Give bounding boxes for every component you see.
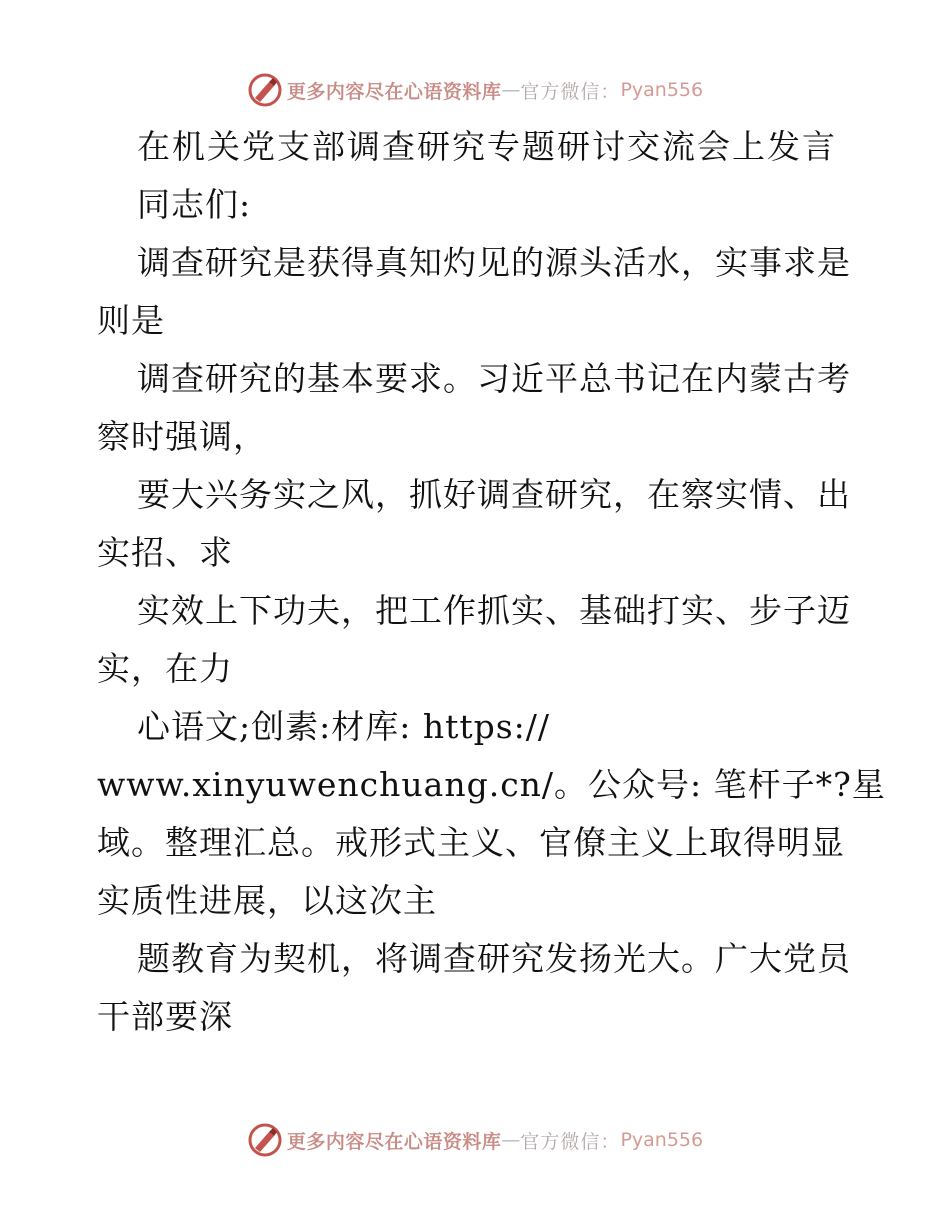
pen-logo-icon: [247, 1122, 283, 1158]
document-body: [97, 118, 886, 1046]
paragraph-line: 域。整理汇总。戒形式主义、官僚主义上取得明显: [97, 823, 845, 862]
watermark-wechat-label: 官方微信：: [520, 80, 621, 103]
header-watermark: [0, 70, 950, 110]
watermark-text: 更多内容尽在心语资料库: [286, 80, 502, 103]
watermark-wechat-label: 官方微信：: [520, 1130, 621, 1153]
paragraph-line: 则是: [97, 301, 165, 340]
paragraph-line: 实，在力: [97, 649, 233, 688]
paragraph-line: 心语文;创素:材库: https://: [137, 707, 551, 746]
watermark-wechat-id: Pyan556: [620, 1129, 704, 1151]
footer-watermark: [0, 1120, 950, 1160]
paragraph-line: 干部要深: [97, 997, 233, 1036]
salutation: 同志们:: [137, 185, 252, 224]
watermark-dash: —: [501, 1129, 521, 1151]
paragraph-line: 实效上下功夫，把工作抓实、基础打实、步子迈: [137, 591, 851, 630]
watermark-wechat-id: Pyan556: [620, 79, 704, 101]
paragraph-line: www.xinyuwenchuang.cn/。公众号: 笔杆子*?星: [97, 765, 886, 804]
paragraph-line: 实招、求: [97, 533, 233, 572]
watermark-dash: —: [501, 79, 521, 101]
paragraph-line: 题教育为契机，将调查研究发扬光大。广大党员: [137, 939, 851, 978]
document-title: 在机关党支部调查研究专题研讨交流会上发言: [137, 127, 837, 166]
paragraph-line: 察时强调，: [97, 417, 267, 456]
watermark-text: 更多内容尽在心语资料库: [286, 1130, 502, 1153]
paragraph-line: 要大兴务实之风，抓好调查研究，在察实情、出: [137, 475, 851, 514]
paragraph-line: 调查研究的基本要求。习近平总书记在内蒙古考: [137, 359, 851, 398]
paragraph-line: 实质性进展，以这次主: [97, 881, 437, 920]
pen-logo-icon: [247, 72, 283, 108]
paragraph-line: 调查研究是获得真知灼见的源头活水，实事求是: [137, 243, 851, 282]
